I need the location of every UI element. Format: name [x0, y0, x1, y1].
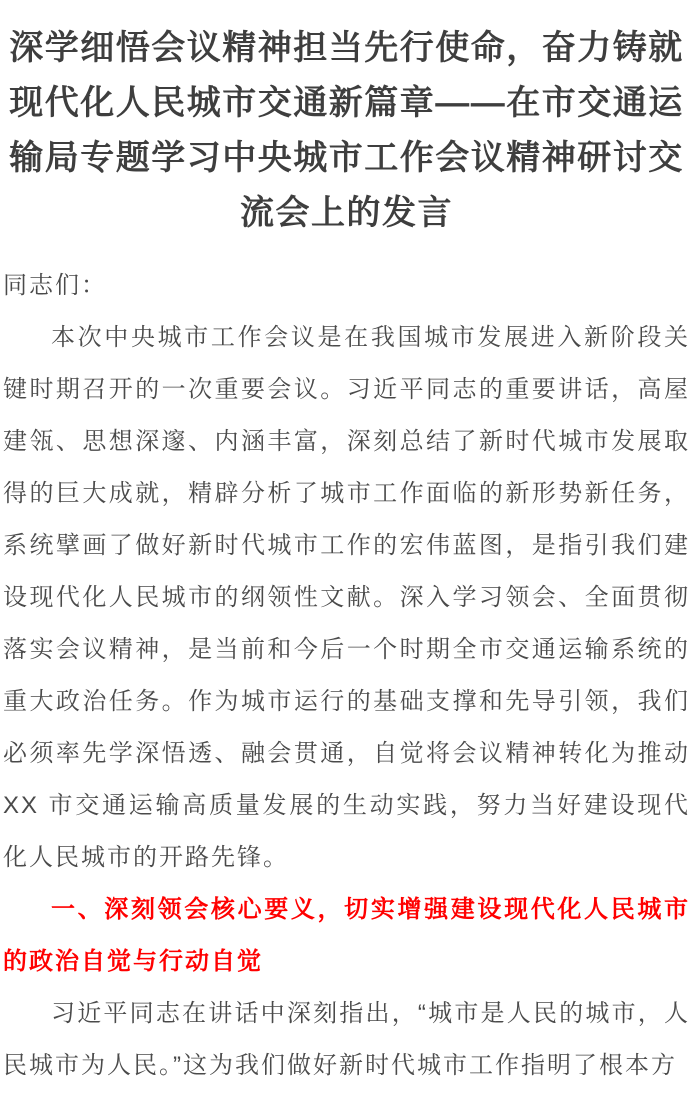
- section-1-paragraph: 习近平同志在讲话中深刻指出，“城市是人民的城市，人民城市为人民。”这为我们做好新时代城市工作指明了根本方: [3, 1000, 690, 1079]
- greeting-line: 同志们：: [3, 272, 107, 299]
- document-page: [0, 21, 693, 1118]
- intro-paragraph: 本次中央城市工作会议是在我国城市发展进入新阶段关键时期召开的一次重要会议。习近平同志的重要讲话，高屋建瓴、思想深邃、内涵丰富，深刻总结了新时代城市发展取得的巨大成就，精辟分析了城市工作面临的新形势新任务，系统擘画了做好新时代城市工作的宏伟蓝图，是指引我们建设现代化人民城市的纲领性文献。深入学习领会、全面贯彻落实会议精神，是当前和今后一个时期全市交通运输系统的重大政治任务。作为城市运行的基础支撑和先导引领，我们必须率先学深悟透、融会贯通，自觉将会议精神转化为推动XX 市交通运输高质量发展的生动实践，努力当好建设现代化人民城市的开路先锋。: [3, 324, 690, 871]
- document-title: 深学细悟会议精神担当先行使命，奋力铸就现代化人民城市交通新篇章——在市交通运输局专题学习中央城市工作会议精神研讨交流会上的发言: [9, 29, 684, 232]
- section-1-heading: 一、深刻领会核心要义，切实增强建设现代化人民城市的政治自觉与行动自觉: [3, 896, 690, 975]
- document-body: [0, 260, 693, 1092]
